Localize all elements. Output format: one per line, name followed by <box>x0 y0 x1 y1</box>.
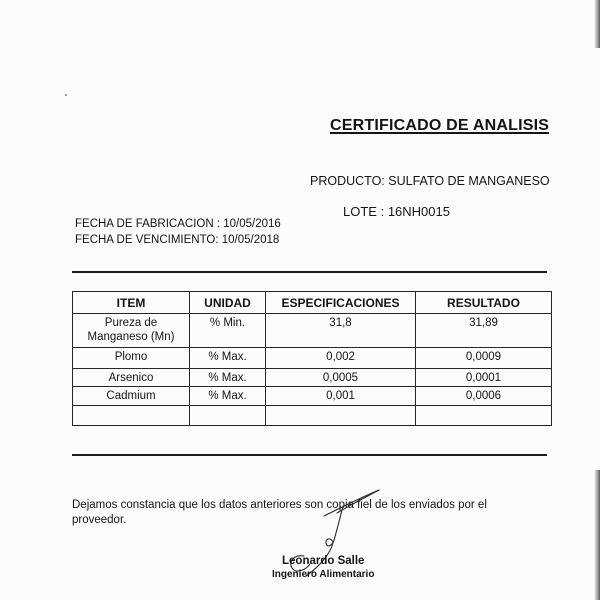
manufacture-date-value: 10/05/2016 <box>223 218 281 230</box>
cell-empty <box>266 406 416 426</box>
statement-paragraph: Dejamos constancia que los datos anteriores son copia fiel de los enviados por el proveedor. <box>72 499 487 526</box>
cell-empty <box>190 406 266 426</box>
expiry-date-label: FECHA DE VENCIMIENTO: <box>75 234 219 246</box>
cell-unit: % Min. <box>190 314 266 348</box>
header-item: ITEM <box>73 292 190 314</box>
table-row <box>73 387 552 406</box>
analysis-table <box>72 291 552 426</box>
product-value: SULFATO DE MANGANESO <box>388 174 550 188</box>
manufacture-date-label: FECHA DE FABRICACION : <box>75 218 221 230</box>
cell-unit: % Max. <box>190 348 266 369</box>
table-row <box>73 369 552 387</box>
document-title: CERTIFICADO DE ANALISIS <box>330 117 550 134</box>
header-result: RESULTADO <box>416 292 552 314</box>
product-label: PRODUCTO: <box>310 174 385 188</box>
cell-item <box>73 314 190 348</box>
manufacture-date-line <box>75 216 281 232</box>
cell-specification: 0,001 <box>266 387 416 406</box>
lot-value: 16NH0015 <box>387 204 450 219</box>
cell-result: 0,0006 <box>416 387 552 406</box>
table-row-empty <box>73 406 552 426</box>
cell-unit: % Max. <box>190 369 266 387</box>
cell-item-line: Pureza de <box>104 317 158 329</box>
scan-edge-shadow <box>594 0 600 48</box>
cell-empty <box>416 406 552 426</box>
cell-result: 0,0001 <box>416 369 552 387</box>
scan-speck <box>65 94 67 96</box>
cell-item: Plomo <box>73 348 190 369</box>
cell-item: Cadmium <box>73 387 190 406</box>
signatory-name: Leonardo Salle <box>282 555 365 567</box>
table-row <box>73 348 552 369</box>
scan-edge-shadow <box>594 470 600 600</box>
divider-top <box>72 271 547 273</box>
cell-unit: % Max. <box>190 387 266 406</box>
expiry-date-value: 10/05/2018 <box>221 234 280 246</box>
cell-result: 0,0009 <box>416 348 552 369</box>
cell-item-line: Manganeso (Mn) <box>87 331 175 343</box>
table-row <box>73 314 552 348</box>
signatory-role: Ingeniero Alimentario <box>272 569 375 580</box>
table-header-row <box>73 292 552 314</box>
lot-label: LOTE : <box>343 204 385 219</box>
table-body <box>73 314 552 426</box>
expiry-date-line <box>75 232 281 248</box>
cell-empty <box>73 406 190 426</box>
cell-specification: 0,0005 <box>266 369 416 387</box>
cell-result: 31,89 <box>416 314 552 348</box>
header-specification: ESPECIFICACIONES <box>266 292 416 314</box>
signature-stroke <box>337 490 379 513</box>
header-unit: UNIDAD <box>190 292 266 314</box>
lot-line <box>343 204 450 220</box>
dates-block <box>75 216 281 248</box>
cell-specification: 31,8 <box>266 314 416 348</box>
cell-specification: 0,002 <box>266 348 416 369</box>
divider-bottom <box>72 454 547 456</box>
table-head <box>73 292 552 314</box>
product-line <box>310 174 550 189</box>
cell-item: Arsenico <box>73 369 190 387</box>
